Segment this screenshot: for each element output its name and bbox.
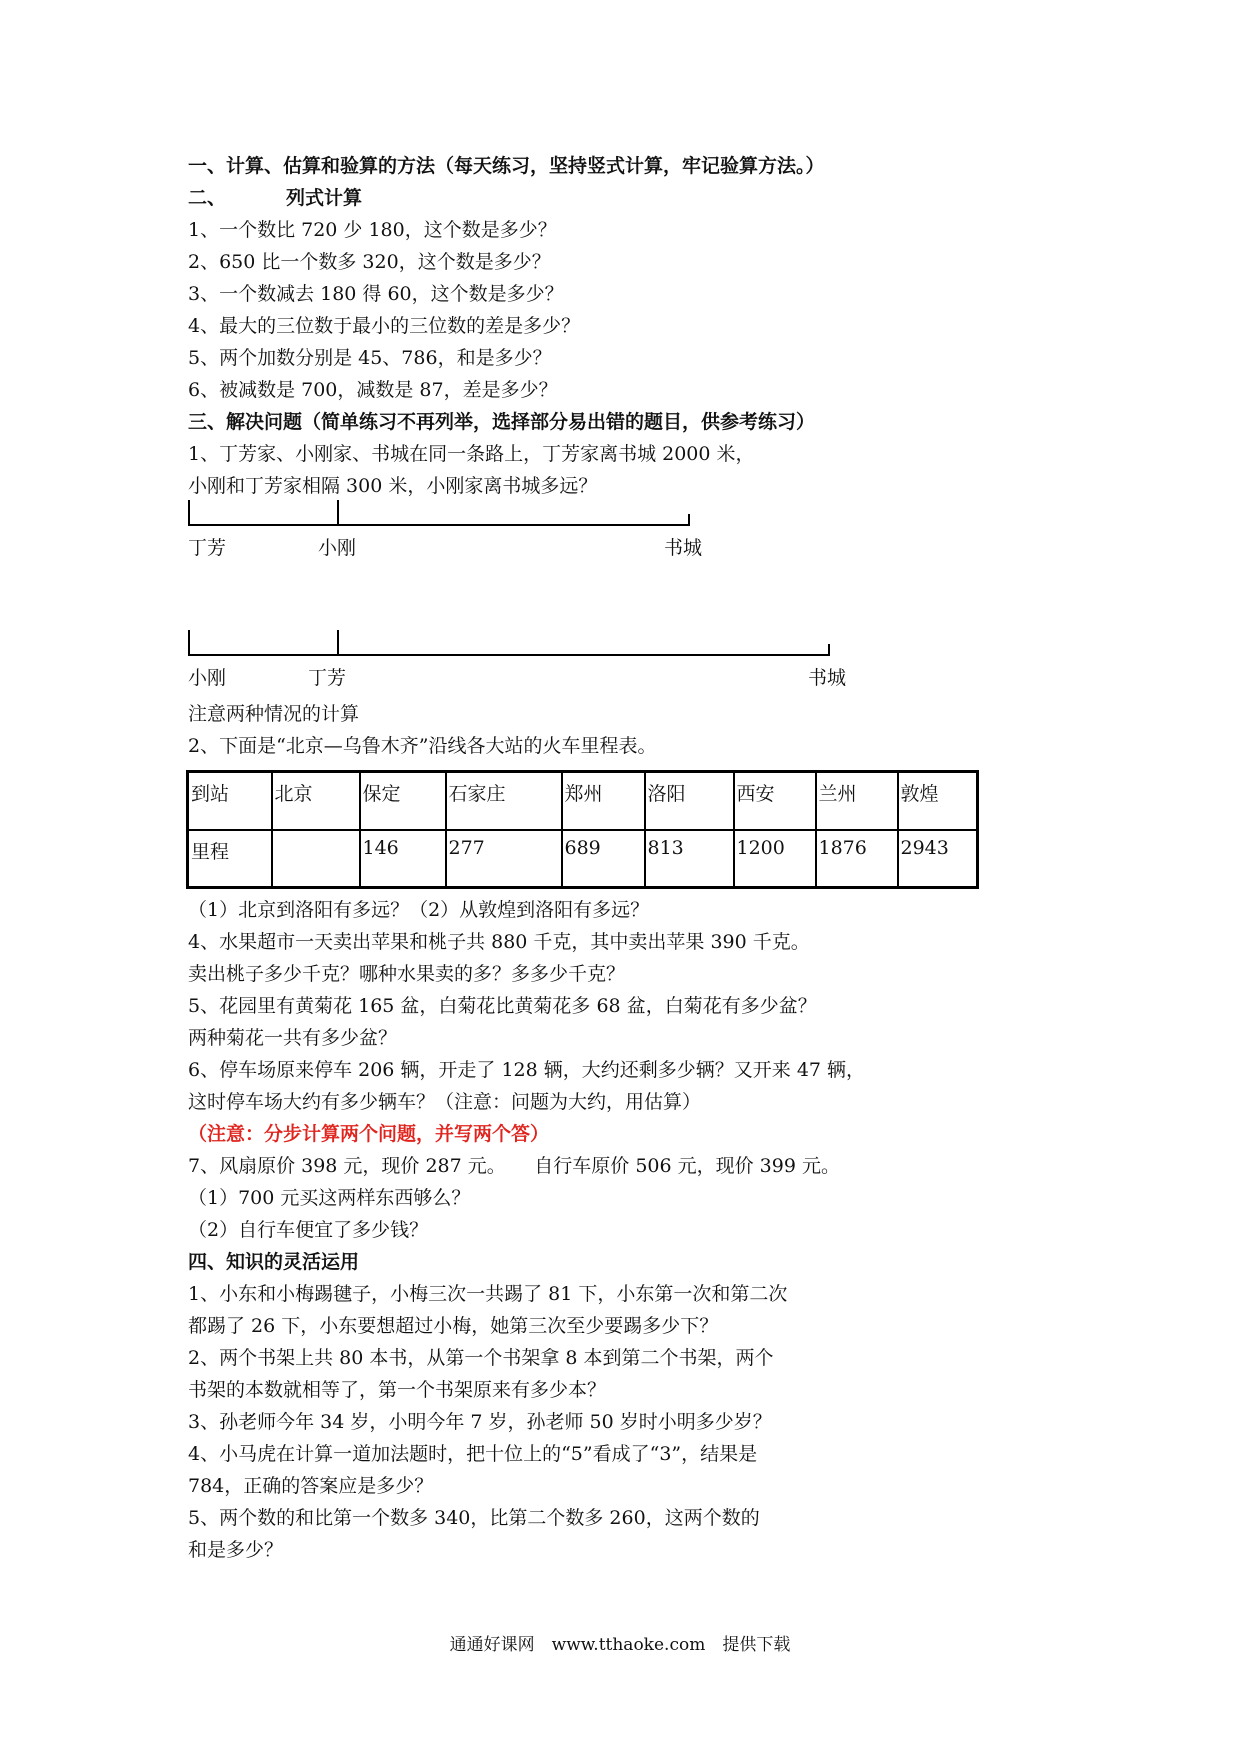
list-item: 5、两个数的和比第一个数多 340，比第二个数多 260，这两个数的 xyxy=(188,1507,760,1529)
section1-title: 一、计算、估算和验算的方法（每天练习，坚持竖式计算，牢记验算方法。） xyxy=(188,155,825,177)
list-item: 和是多少？ xyxy=(188,1539,284,1561)
list-item: 4、最大的三位数于最小的三位数的差是多少？ xyxy=(188,315,581,337)
table-row xyxy=(188,772,978,830)
table-cell: 2943 xyxy=(898,830,978,888)
table-cell: 146 xyxy=(360,830,446,888)
table-cell: 里程 xyxy=(188,830,272,888)
list-item: 书架的本数就相等了，第一个书架原来有多少本？ xyxy=(188,1379,607,1401)
list-item: 784，正确的答案应是多少？ xyxy=(188,1475,434,1497)
diagram-label-dingfang: 丁芳 xyxy=(308,667,347,689)
section2-title: 列式计算 xyxy=(286,187,363,209)
diagram-line xyxy=(188,524,690,526)
section3-title: 三、解决问题（简单练习不再列举，选择部分易出错的题目，供参考练习） xyxy=(188,411,816,433)
table-cell: 兰州 xyxy=(816,772,898,830)
table-cell: 洛阳 xyxy=(645,772,734,830)
list-item: 2、两个书架上共 80 本书，从第一个书架拿 8 本到第二个书架，两个 xyxy=(188,1347,774,1369)
section4-title: 四、知识的灵活运用 xyxy=(188,1251,360,1273)
section2-heading xyxy=(188,186,362,210)
diagram-label-shucheng: 书城 xyxy=(664,537,703,559)
table-cell: 1200 xyxy=(734,830,816,888)
table-cell: 石家庄 xyxy=(446,772,562,830)
list-item: 6、被减数是 700，减数是 87，差是多少？ xyxy=(188,379,558,401)
diagram-line xyxy=(188,654,830,656)
table-cell: 到站 xyxy=(188,772,272,830)
list-item: 3、孙老师今年 34 岁，小明今年 7 岁，孙老师 50 岁时小明多少岁？ xyxy=(188,1411,772,1433)
table-cell: 277 xyxy=(446,830,562,888)
table-cell: 保定 xyxy=(360,772,446,830)
mileage-table xyxy=(186,770,979,889)
table-cell: 813 xyxy=(645,830,734,888)
q1-line2: 小刚和丁芳家相隔 300 米，小刚家离书城多远？ xyxy=(188,475,598,497)
table-cell: 敦煌 xyxy=(898,772,978,830)
table-cell: 1876 xyxy=(816,830,898,888)
list-item: 5、两个加数分别是 45、786，和是多少？ xyxy=(188,347,552,369)
q1-line1: 1、丁芳家、小刚家、书城在同一条路上，丁芳家离书城 2000 米， xyxy=(188,443,755,465)
table-cell: 689 xyxy=(562,830,645,888)
q4-line1: 4、水果超市一天卖出苹果和桃子共 880 千克，其中卖出苹果 390 千克。 xyxy=(188,931,810,953)
diagram-label-dingfang: 丁芳 xyxy=(188,537,227,559)
q7-sub2: （2）自行车便宜了多少钱？ xyxy=(188,1219,429,1241)
table-cell: 郑州 xyxy=(562,772,645,830)
list-item: 4、小马虎在计算一道加法题时，把十位上的“5”看成了“3”，结果是 xyxy=(188,1443,758,1465)
diagram-label-xiaogang: 小刚 xyxy=(318,537,357,559)
section2-number: 二、 xyxy=(188,187,227,209)
two-cases-note: 注意两种情况的计算 xyxy=(188,703,360,725)
list-item: 都踢了 26 下，小东要想超过小梅，她第三次至少要踢多少下？ xyxy=(188,1315,719,1337)
distance-diagram-1 xyxy=(188,500,788,560)
diagram-label-shucheng: 书城 xyxy=(808,667,847,689)
diagram-tick xyxy=(188,630,190,656)
q5-line2: 两种菊花一共有多少盆？ xyxy=(188,1027,398,1049)
table-cell: 北京 xyxy=(272,772,360,830)
list-item: 2、650 比一个数多 320，这个数是多少？ xyxy=(188,251,551,273)
q2-subquestions: （1）北京到洛阳有多远？（2）从敦煌到洛阳有多远？ xyxy=(188,899,650,921)
q6-red-note: （注意：分步计算两个问题，并写两个答） xyxy=(188,1123,550,1145)
q6-line2: 这时停车场大约有多少辆车？（注意：问题为大约，用估算） xyxy=(188,1091,702,1113)
list-item: 3、一个数减去 180 得 60，这个数是多少？ xyxy=(188,283,564,305)
q4-line2: 卖出桃子多少千克？哪种水果卖的多？多多少千克？ xyxy=(188,963,626,985)
diagram-label-xiaogang: 小刚 xyxy=(188,667,227,689)
distance-diagram-2 xyxy=(188,630,848,690)
q5-line1: 5、花园里有黄菊花 165 盆，白菊花比黄菊花多 68 盆，白菊花有多少盆？ xyxy=(188,995,817,1017)
diagram-tick xyxy=(337,500,339,526)
q2-text: 2、下面是“北京—乌鲁木齐”沿线各大站的火车里程表。 xyxy=(188,735,657,757)
q7-line1: 7、风扇原价 398 元，现价 287 元。 自行车原价 506 元，现价 399 元。 xyxy=(188,1155,840,1177)
list-item: 1、小东和小梅踢毽子，小梅三次一共踢了 81 下，小东第一次和第二次 xyxy=(188,1283,788,1305)
q6-line1: 6、停车场原来停车 206 辆，开走了 128 辆，大约还剩多少辆？又开来 47 辆， xyxy=(188,1059,866,1081)
diagram-tick xyxy=(337,630,339,656)
diagram-tick xyxy=(188,500,190,526)
table-cell xyxy=(272,830,360,888)
q7-sub1: （1）700 元买这两样东西够么？ xyxy=(188,1187,471,1209)
page-footer: 通通好课网 www.tthaoke.com 提供下载 xyxy=(449,1635,791,1655)
table-row xyxy=(188,830,978,888)
table-cell: 西安 xyxy=(734,772,816,830)
list-item: 1、一个数比 720 少 180，这个数是多少？ xyxy=(188,219,557,241)
